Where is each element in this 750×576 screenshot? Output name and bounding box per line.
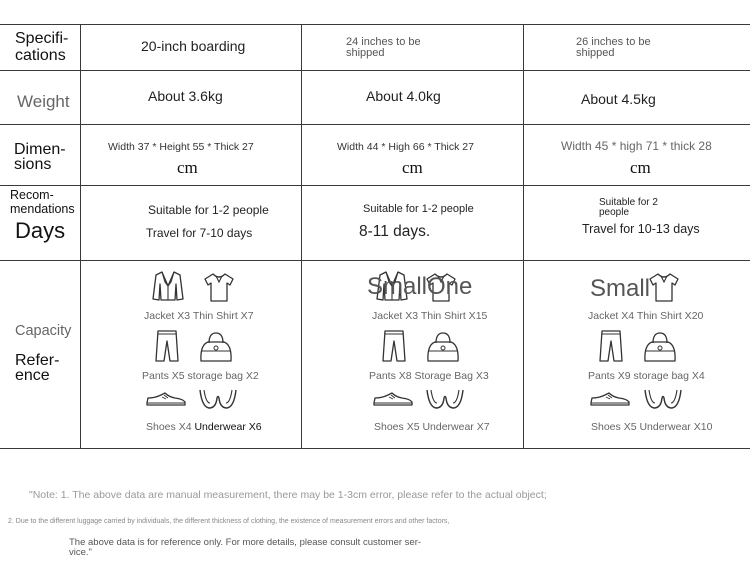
table-top-border — [0, 24, 750, 25]
weight-26-inch: About 4.5kg — [581, 91, 656, 107]
pants-icon — [597, 329, 625, 363]
weight-label: Weight — [17, 92, 70, 111]
note-line-3 — [69, 538, 421, 559]
recommend-26-people-line2: people — [599, 207, 630, 218]
spec-24-inch — [346, 37, 421, 59]
row-divider-recommendations — [0, 185, 750, 186]
row-divider-capacity — [0, 260, 750, 261]
underwear-icon — [643, 387, 683, 411]
capacity-26-row2: Pants X9 storage bag X4 — [588, 370, 705, 382]
spec-26-inch — [576, 37, 651, 59]
weight-20-inch: About 3.6kg — [148, 88, 223, 104]
recommend-20-people: Suitable for 1-2 people — [148, 203, 269, 217]
shoe-icon — [145, 389, 187, 409]
row-divider-dimensions — [0, 124, 750, 125]
capacity-24-row2: Pants X8 Storage Bag X3 — [369, 370, 489, 382]
dimensions-24-inch-unit: cm — [402, 158, 423, 177]
storage-bag-icon — [198, 331, 234, 363]
recommendations-label-line3: Days — [15, 218, 66, 244]
note-line-1: "Note: 1. The above data are manual measurement, there may be 1-3cm error, please refer to the actual object; — [29, 489, 547, 501]
dimensions-24-inch — [337, 141, 507, 177]
spec-26-inch-line1: 26 inches to be — [576, 36, 651, 48]
spec-24-inch-line2: shipped — [346, 47, 385, 59]
reference-label — [15, 353, 59, 385]
capacity-20-shoes: Shoes X4 — [146, 421, 195, 433]
recommendations-label-line2: mendations — [10, 202, 75, 217]
spec-24-inch-line1: 24 inches to be — [346, 36, 421, 48]
pants-icon — [380, 329, 408, 363]
recommend-24-people: Suitable for 1-2 people — [363, 203, 474, 215]
underwear-icon — [425, 387, 465, 411]
capacity-20-underwear: Underwear X6 — [194, 421, 262, 433]
shirt-icon — [202, 271, 236, 303]
spec-26-inch-line2: shipped — [576, 47, 615, 59]
recommend-20-days: Travel for 7-10 days — [146, 226, 253, 240]
shirt-icon — [647, 271, 681, 303]
capacity-26-row3: Shoes X5 Underwear X10 — [591, 421, 713, 433]
reference-label-line1: Refer- — [15, 352, 60, 369]
note-line-3a: The above data is for reference only. For more details, please consult customer ser- — [69, 537, 422, 548]
shoe-icon — [372, 389, 414, 409]
storage-bag-icon — [425, 331, 461, 363]
capacity-24-row1: Jacket X3 Thin Shirt X15 — [372, 310, 488, 322]
recommend-26-people — [599, 198, 658, 218]
note-line-2: 2. Due to the different luggage carried by individuals, the different thickness of clothing, the existence of measurement errors and other factors, — [8, 518, 450, 525]
recommendations-label-line1: Recom- — [10, 188, 54, 202]
note-line-3b: vice." — [69, 547, 92, 559]
underwear-icon — [198, 387, 238, 411]
dimensions-26-inch — [561, 139, 741, 177]
pants-icon — [153, 329, 181, 363]
specifications-label — [15, 31, 68, 65]
spec-20-inch: 20-inch boarding — [141, 38, 246, 54]
capacity-label: Capacity — [15, 323, 72, 339]
column-divider-1 — [80, 24, 81, 448]
recommendations-label — [10, 189, 75, 242]
dimensions-20-inch-unit: cm — [177, 158, 198, 177]
dimensions-24-inch-text: Width 44 * High 66 * Thick 27 — [337, 141, 474, 153]
reference-label-line2: ence — [15, 366, 50, 384]
dimensions-26-inch-unit: cm — [630, 158, 651, 177]
shoe-icon — [589, 389, 631, 409]
jacket-icon — [151, 270, 185, 302]
dimensions-20-inch — [108, 141, 278, 177]
specifications-label-line2: cations — [15, 46, 66, 64]
recommend-26-people-line1: Suitable for 2 — [599, 197, 658, 208]
capacity-20-row3 — [146, 421, 262, 433]
capacity-20-row1: Jacket X3 Thin Shirt X7 — [144, 310, 254, 322]
column-divider-2 — [301, 24, 302, 448]
capacity-26-overlay-text: Small — [590, 275, 651, 302]
dimensions-label — [14, 142, 66, 174]
recommend-24-days: 8-11 days. — [359, 223, 431, 240]
capacity-26-row1: Jacket X4 Thin Shirt X20 — [588, 310, 704, 322]
weight-24-inch: About 4.0kg — [366, 88, 441, 104]
row-divider-weight — [0, 70, 750, 71]
dimensions-label-line2: sions — [14, 155, 52, 173]
storage-bag-icon — [642, 331, 678, 363]
dimensions-20-inch-text: Width 37 * Height 55 * Thick 27 — [108, 141, 254, 153]
capacity-20-row2: Pants X5 storage bag X2 — [142, 370, 259, 382]
capacity-24-row3: Shoes X5 Underwear X7 — [374, 421, 490, 433]
capacity-24-overlay-text: SmallOne — [367, 273, 473, 300]
table-bottom-border — [0, 448, 750, 449]
column-divider-3 — [523, 24, 524, 448]
dimensions-26-inch-text: Width 45 * high 71 * thick 28 — [561, 139, 712, 153]
dimensions-label-line1: Dimen- — [14, 141, 66, 158]
recommend-26-days: Travel for 10-13 days — [582, 222, 700, 236]
specifications-label-line1: Specifi- — [15, 30, 69, 47]
